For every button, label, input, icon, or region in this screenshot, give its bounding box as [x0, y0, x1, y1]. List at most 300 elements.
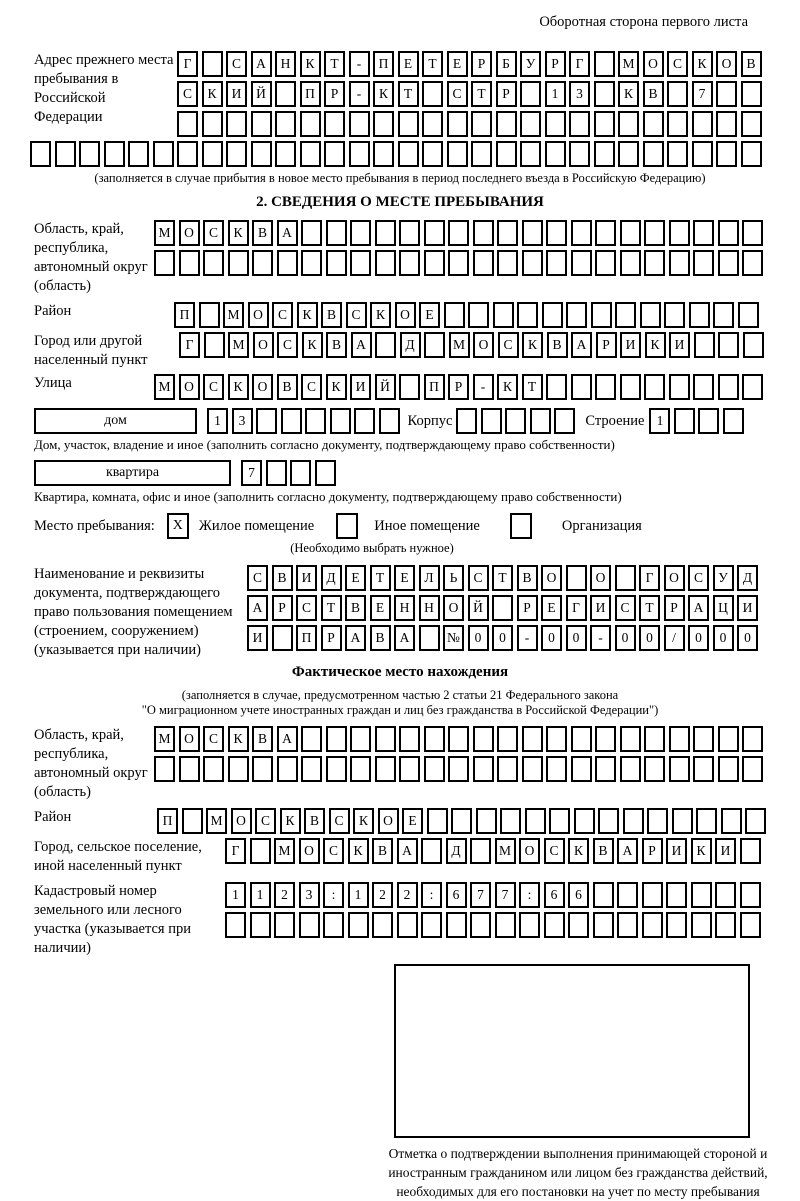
char-cell[interactable]: М — [495, 838, 516, 864]
char-cell[interactable] — [741, 141, 762, 167]
char-cell[interactable]: Т — [370, 565, 391, 591]
char-cell[interactable] — [373, 141, 394, 167]
char-cell[interactable]: С — [544, 838, 565, 864]
char-cell[interactable]: К — [202, 81, 223, 107]
char-cell[interactable]: О — [643, 51, 664, 77]
char-cell[interactable] — [667, 111, 688, 137]
char-cell[interactable] — [694, 332, 715, 358]
char-cell[interactable]: С — [329, 808, 350, 834]
char-cell[interactable]: С — [498, 332, 519, 358]
char-cell[interactable]: 1 — [649, 408, 670, 434]
char-cell[interactable] — [422, 141, 443, 167]
char-cell[interactable] — [549, 808, 570, 834]
char-cell[interactable]: О — [664, 565, 685, 591]
char-cell[interactable]: И — [669, 332, 690, 358]
char-cell[interactable] — [569, 141, 590, 167]
char-cell[interactable] — [689, 302, 710, 328]
char-cell[interactable] — [182, 808, 203, 834]
char-cell[interactable] — [718, 332, 739, 358]
char-cell[interactable] — [456, 408, 477, 434]
char-cell[interactable] — [424, 332, 445, 358]
char-cell[interactable]: 0 — [688, 625, 709, 651]
char-cell[interactable]: О — [395, 302, 416, 328]
char-cell[interactable]: С — [688, 565, 709, 591]
char-cell[interactable] — [422, 111, 443, 137]
char-cell[interactable] — [202, 141, 223, 167]
char-cell[interactable] — [421, 912, 442, 938]
char-cell[interactable]: 0 — [468, 625, 489, 651]
char-cell[interactable]: О — [541, 565, 562, 591]
char-cell[interactable] — [447, 111, 468, 137]
char-cell[interactable]: : — [519, 882, 540, 908]
char-cell[interactable] — [424, 220, 445, 246]
char-cell[interactable]: М — [449, 332, 470, 358]
char-cell[interactable]: К — [370, 302, 391, 328]
char-cell[interactable]: К — [645, 332, 666, 358]
char-cell[interactable] — [745, 808, 766, 834]
char-cell[interactable] — [617, 882, 638, 908]
char-cell[interactable] — [571, 220, 592, 246]
char-cell[interactable]: : — [323, 882, 344, 908]
char-cell[interactable]: С — [203, 220, 224, 246]
char-cell[interactable] — [256, 408, 277, 434]
char-cell[interactable]: М — [206, 808, 227, 834]
char-cell[interactable] — [644, 726, 665, 752]
char-cell[interactable] — [530, 408, 551, 434]
char-cell[interactable] — [448, 220, 469, 246]
char-cell[interactable]: В — [252, 726, 273, 752]
char-cell[interactable]: О — [253, 332, 274, 358]
char-cell[interactable]: А — [251, 51, 272, 77]
char-cell[interactable] — [691, 912, 712, 938]
char-cell[interactable] — [723, 408, 744, 434]
char-cell[interactable] — [375, 332, 396, 358]
char-cell[interactable] — [743, 332, 764, 358]
char-cell[interactable]: Т — [471, 81, 492, 107]
char-cell[interactable] — [324, 141, 345, 167]
char-cell[interactable]: 1 — [348, 882, 369, 908]
char-cell[interactable] — [326, 726, 347, 752]
char-cell[interactable] — [642, 882, 663, 908]
char-cell[interactable] — [424, 726, 445, 752]
char-cell[interactable] — [250, 838, 271, 864]
char-cell[interactable]: К — [522, 332, 543, 358]
char-cell[interactable] — [252, 250, 273, 276]
char-cell[interactable] — [497, 250, 518, 276]
char-cell[interactable] — [693, 220, 714, 246]
char-cell[interactable]: С — [468, 565, 489, 591]
char-cell[interactable] — [154, 250, 175, 276]
char-cell[interactable]: А — [688, 595, 709, 621]
char-cell[interactable]: Е — [419, 302, 440, 328]
char-cell[interactable] — [373, 111, 394, 137]
char-cell[interactable] — [742, 756, 763, 782]
char-cell[interactable]: 0 — [737, 625, 758, 651]
char-cell[interactable] — [595, 726, 616, 752]
char-cell[interactable] — [228, 250, 249, 276]
char-cell[interactable] — [448, 726, 469, 752]
char-cell[interactable] — [693, 250, 714, 276]
char-cell[interactable] — [715, 912, 736, 938]
char-cell[interactable] — [742, 220, 763, 246]
char-cell[interactable] — [299, 912, 320, 938]
char-cell[interactable] — [593, 912, 614, 938]
char-cell[interactable]: Й — [468, 595, 489, 621]
char-cell[interactable] — [740, 838, 761, 864]
char-cell[interactable] — [595, 250, 616, 276]
char-cell[interactable] — [595, 374, 616, 400]
char-cell[interactable]: В — [277, 374, 298, 400]
char-cell[interactable]: 2 — [274, 882, 295, 908]
char-cell[interactable] — [738, 302, 759, 328]
char-cell[interactable] — [203, 250, 224, 276]
char-cell[interactable] — [481, 408, 502, 434]
char-cell[interactable] — [644, 756, 665, 782]
char-cell[interactable]: С — [301, 374, 322, 400]
char-cell[interactable]: И — [737, 595, 758, 621]
char-cell[interactable] — [594, 141, 615, 167]
char-cell[interactable] — [666, 912, 687, 938]
char-cell[interactable]: О — [519, 838, 540, 864]
char-cell[interactable] — [177, 141, 198, 167]
char-cell[interactable]: И — [666, 838, 687, 864]
char-cell[interactable]: Р — [448, 374, 469, 400]
char-cell[interactable] — [693, 726, 714, 752]
char-cell[interactable] — [275, 111, 296, 137]
char-cell[interactable] — [693, 756, 714, 782]
char-cell[interactable] — [571, 756, 592, 782]
char-cell[interactable] — [348, 912, 369, 938]
char-cell[interactable] — [669, 726, 690, 752]
char-cell[interactable] — [698, 408, 719, 434]
char-cell[interactable]: Р — [664, 595, 685, 621]
char-cell[interactable] — [669, 374, 690, 400]
char-cell[interactable]: - — [349, 81, 370, 107]
char-cell[interactable] — [251, 111, 272, 137]
char-cell[interactable]: В — [370, 625, 391, 651]
char-cell[interactable]: 7 — [495, 882, 516, 908]
char-cell[interactable] — [399, 756, 420, 782]
char-cell[interactable]: 0 — [615, 625, 636, 651]
char-cell[interactable]: В — [517, 565, 538, 591]
char-cell[interactable] — [644, 220, 665, 246]
char-cell[interactable]: Д — [737, 565, 758, 591]
char-cell[interactable]: С — [272, 302, 293, 328]
char-cell[interactable] — [643, 111, 664, 137]
char-cell[interactable]: Н — [394, 595, 415, 621]
char-cell[interactable]: Р — [517, 595, 538, 621]
checkbox-other-premises[interactable] — [336, 513, 358, 539]
char-cell[interactable]: Д — [446, 838, 467, 864]
char-cell[interactable] — [326, 250, 347, 276]
char-cell[interactable]: А — [247, 595, 268, 621]
char-cell[interactable] — [519, 912, 540, 938]
char-cell[interactable] — [446, 912, 467, 938]
char-cell[interactable] — [644, 374, 665, 400]
char-cell[interactable] — [667, 141, 688, 167]
char-cell[interactable] — [554, 408, 575, 434]
char-cell[interactable] — [448, 756, 469, 782]
char-cell[interactable]: С — [323, 838, 344, 864]
char-cell[interactable] — [667, 81, 688, 107]
char-cell[interactable] — [228, 756, 249, 782]
char-cell[interactable]: Г — [225, 838, 246, 864]
char-cell[interactable] — [545, 141, 566, 167]
char-cell[interactable] — [471, 141, 492, 167]
char-cell[interactable] — [330, 408, 351, 434]
char-cell[interactable] — [375, 220, 396, 246]
char-cell[interactable] — [427, 808, 448, 834]
char-cell[interactable] — [398, 141, 419, 167]
char-cell[interactable] — [30, 141, 51, 167]
char-cell[interactable] — [741, 111, 762, 137]
char-cell[interactable] — [179, 250, 200, 276]
char-cell[interactable] — [476, 808, 497, 834]
char-cell[interactable]: Р — [545, 51, 566, 77]
char-cell[interactable] — [546, 374, 567, 400]
char-cell[interactable] — [375, 756, 396, 782]
char-cell[interactable]: О — [716, 51, 737, 77]
char-cell[interactable]: С — [615, 595, 636, 621]
char-cell[interactable] — [301, 756, 322, 782]
char-cell[interactable]: 2 — [372, 882, 393, 908]
char-cell[interactable] — [493, 302, 514, 328]
char-cell[interactable] — [495, 912, 516, 938]
char-cell[interactable]: 6 — [568, 882, 589, 908]
char-cell[interactable]: В — [272, 565, 293, 591]
char-cell[interactable]: А — [277, 726, 298, 752]
char-cell[interactable] — [742, 250, 763, 276]
char-cell[interactable]: Т — [398, 81, 419, 107]
char-cell[interactable] — [595, 756, 616, 782]
char-cell[interactable] — [716, 111, 737, 137]
char-cell[interactable] — [350, 756, 371, 782]
char-cell[interactable]: О — [231, 808, 252, 834]
char-cell[interactable]: Е — [394, 565, 415, 591]
char-cell[interactable] — [520, 81, 541, 107]
char-cell[interactable]: И — [350, 374, 371, 400]
char-cell[interactable]: А — [394, 625, 415, 651]
char-cell[interactable] — [569, 111, 590, 137]
char-cell[interactable] — [571, 250, 592, 276]
char-cell[interactable]: К — [691, 838, 712, 864]
char-cell[interactable] — [718, 220, 739, 246]
char-cell[interactable] — [715, 882, 736, 908]
char-cell[interactable] — [266, 460, 287, 486]
char-cell[interactable] — [225, 912, 246, 938]
char-cell[interactable]: 3 — [232, 408, 253, 434]
char-cell[interactable] — [252, 756, 273, 782]
char-cell[interactable]: Р — [321, 625, 342, 651]
char-cell[interactable]: К — [228, 374, 249, 400]
char-cell[interactable] — [568, 912, 589, 938]
char-cell[interactable] — [277, 756, 298, 782]
char-cell[interactable]: В — [372, 838, 393, 864]
char-cell[interactable] — [301, 250, 322, 276]
char-cell[interactable] — [615, 302, 636, 328]
char-cell[interactable]: М — [154, 374, 175, 400]
char-cell[interactable]: А — [617, 838, 638, 864]
char-cell[interactable]: П — [174, 302, 195, 328]
char-cell[interactable]: К — [373, 81, 394, 107]
char-cell[interactable]: С — [203, 374, 224, 400]
char-cell[interactable]: К — [297, 302, 318, 328]
char-cell[interactable] — [272, 625, 293, 651]
char-cell[interactable] — [620, 756, 641, 782]
char-cell[interactable] — [281, 408, 302, 434]
char-cell[interactable] — [674, 408, 695, 434]
char-cell[interactable] — [226, 141, 247, 167]
char-cell[interactable]: Т — [422, 51, 443, 77]
char-cell[interactable]: А — [277, 220, 298, 246]
char-cell[interactable]: И — [590, 595, 611, 621]
char-cell[interactable]: 1 — [545, 81, 566, 107]
char-cell[interactable] — [672, 808, 693, 834]
char-cell[interactable]: Т — [639, 595, 660, 621]
char-cell[interactable] — [424, 756, 445, 782]
char-cell[interactable] — [574, 808, 595, 834]
char-cell[interactable] — [522, 726, 543, 752]
char-cell[interactable]: - — [349, 51, 370, 77]
char-cell[interactable] — [496, 141, 517, 167]
char-cell[interactable] — [497, 756, 518, 782]
char-cell[interactable]: Й — [251, 81, 272, 107]
char-cell[interactable]: Б — [496, 51, 517, 77]
char-cell[interactable]: 7 — [470, 882, 491, 908]
char-cell[interactable] — [399, 726, 420, 752]
char-cell[interactable]: С — [255, 808, 276, 834]
char-cell[interactable]: И — [296, 565, 317, 591]
char-cell[interactable]: К — [326, 374, 347, 400]
char-cell[interactable] — [742, 374, 763, 400]
char-cell[interactable] — [104, 141, 125, 167]
char-cell[interactable]: М — [154, 726, 175, 752]
char-cell[interactable]: К — [497, 374, 518, 400]
char-cell[interactable] — [202, 111, 223, 137]
char-cell[interactable] — [326, 220, 347, 246]
char-cell[interactable] — [204, 332, 225, 358]
char-cell[interactable] — [594, 111, 615, 137]
char-cell[interactable] — [375, 726, 396, 752]
char-cell[interactable] — [742, 726, 763, 752]
char-cell[interactable] — [448, 250, 469, 276]
char-cell[interactable] — [397, 912, 418, 938]
char-cell[interactable]: Т — [492, 565, 513, 591]
char-cell[interactable] — [202, 51, 223, 77]
char-cell[interactable] — [301, 726, 322, 752]
char-cell[interactable] — [693, 374, 714, 400]
char-cell[interactable] — [203, 756, 224, 782]
char-cell[interactable] — [647, 808, 668, 834]
char-cell[interactable] — [716, 141, 737, 167]
char-cell[interactable] — [497, 220, 518, 246]
char-cell[interactable] — [741, 81, 762, 107]
char-cell[interactable]: В — [252, 220, 273, 246]
char-cell[interactable] — [505, 408, 526, 434]
char-cell[interactable]: К — [692, 51, 713, 77]
char-cell[interactable] — [315, 460, 336, 486]
char-cell[interactable]: К — [280, 808, 301, 834]
char-cell[interactable] — [372, 912, 393, 938]
char-cell[interactable] — [713, 302, 734, 328]
char-cell[interactable] — [718, 250, 739, 276]
char-cell[interactable]: О — [590, 565, 611, 591]
char-cell[interactable] — [421, 838, 442, 864]
char-cell[interactable]: О — [473, 332, 494, 358]
char-cell[interactable]: П — [157, 808, 178, 834]
checkbox-organization[interactable] — [510, 513, 532, 539]
char-cell[interactable]: 3 — [299, 882, 320, 908]
char-cell[interactable] — [324, 111, 345, 137]
char-cell[interactable] — [301, 220, 322, 246]
char-cell[interactable]: П — [424, 374, 445, 400]
char-cell[interactable] — [594, 51, 615, 77]
char-cell[interactable] — [692, 141, 713, 167]
char-cell[interactable]: Ц — [713, 595, 734, 621]
char-cell[interactable]: М — [228, 332, 249, 358]
char-cell[interactable]: 7 — [241, 460, 262, 486]
char-cell[interactable] — [571, 726, 592, 752]
char-cell[interactable]: О — [179, 220, 200, 246]
char-cell[interactable] — [496, 111, 517, 137]
char-cell[interactable] — [669, 250, 690, 276]
char-cell[interactable] — [644, 250, 665, 276]
char-cell[interactable]: Г — [179, 332, 200, 358]
char-cell[interactable] — [546, 756, 567, 782]
char-cell[interactable] — [199, 302, 220, 328]
char-cell[interactable] — [290, 460, 311, 486]
char-cell[interactable] — [546, 250, 567, 276]
char-cell[interactable] — [721, 808, 742, 834]
char-cell[interactable] — [444, 302, 465, 328]
char-cell[interactable]: № — [443, 625, 464, 651]
char-cell[interactable] — [669, 220, 690, 246]
char-cell[interactable] — [79, 141, 100, 167]
char-cell[interactable] — [274, 912, 295, 938]
char-cell[interactable]: Р — [496, 81, 517, 107]
char-cell[interactable]: И — [226, 81, 247, 107]
char-cell[interactable] — [492, 595, 513, 621]
char-cell[interactable] — [473, 756, 494, 782]
char-cell[interactable] — [525, 808, 546, 834]
char-cell[interactable]: О — [248, 302, 269, 328]
char-cell[interactable] — [350, 250, 371, 276]
char-cell[interactable]: Е — [447, 51, 468, 77]
char-cell[interactable] — [375, 250, 396, 276]
char-cell[interactable] — [153, 141, 174, 167]
char-cell[interactable] — [277, 250, 298, 276]
char-cell[interactable]: 0 — [566, 625, 587, 651]
checkbox-residential[interactable]: X — [167, 513, 189, 539]
char-cell[interactable]: А — [397, 838, 418, 864]
char-cell[interactable]: Д — [321, 565, 342, 591]
char-cell[interactable] — [468, 302, 489, 328]
char-cell[interactable]: С — [277, 332, 298, 358]
char-cell[interactable] — [620, 726, 641, 752]
char-cell[interactable]: С — [667, 51, 688, 77]
char-cell[interactable] — [470, 838, 491, 864]
char-cell[interactable] — [251, 141, 272, 167]
char-cell[interactable] — [664, 302, 685, 328]
char-cell[interactable]: И — [620, 332, 641, 358]
char-cell[interactable]: Р — [471, 51, 492, 77]
char-cell[interactable]: 1 — [225, 882, 246, 908]
char-cell[interactable]: С — [203, 726, 224, 752]
char-cell[interactable]: В — [326, 332, 347, 358]
char-cell[interactable]: О — [443, 595, 464, 621]
char-cell[interactable]: 7 — [692, 81, 713, 107]
char-cell[interactable] — [692, 111, 713, 137]
